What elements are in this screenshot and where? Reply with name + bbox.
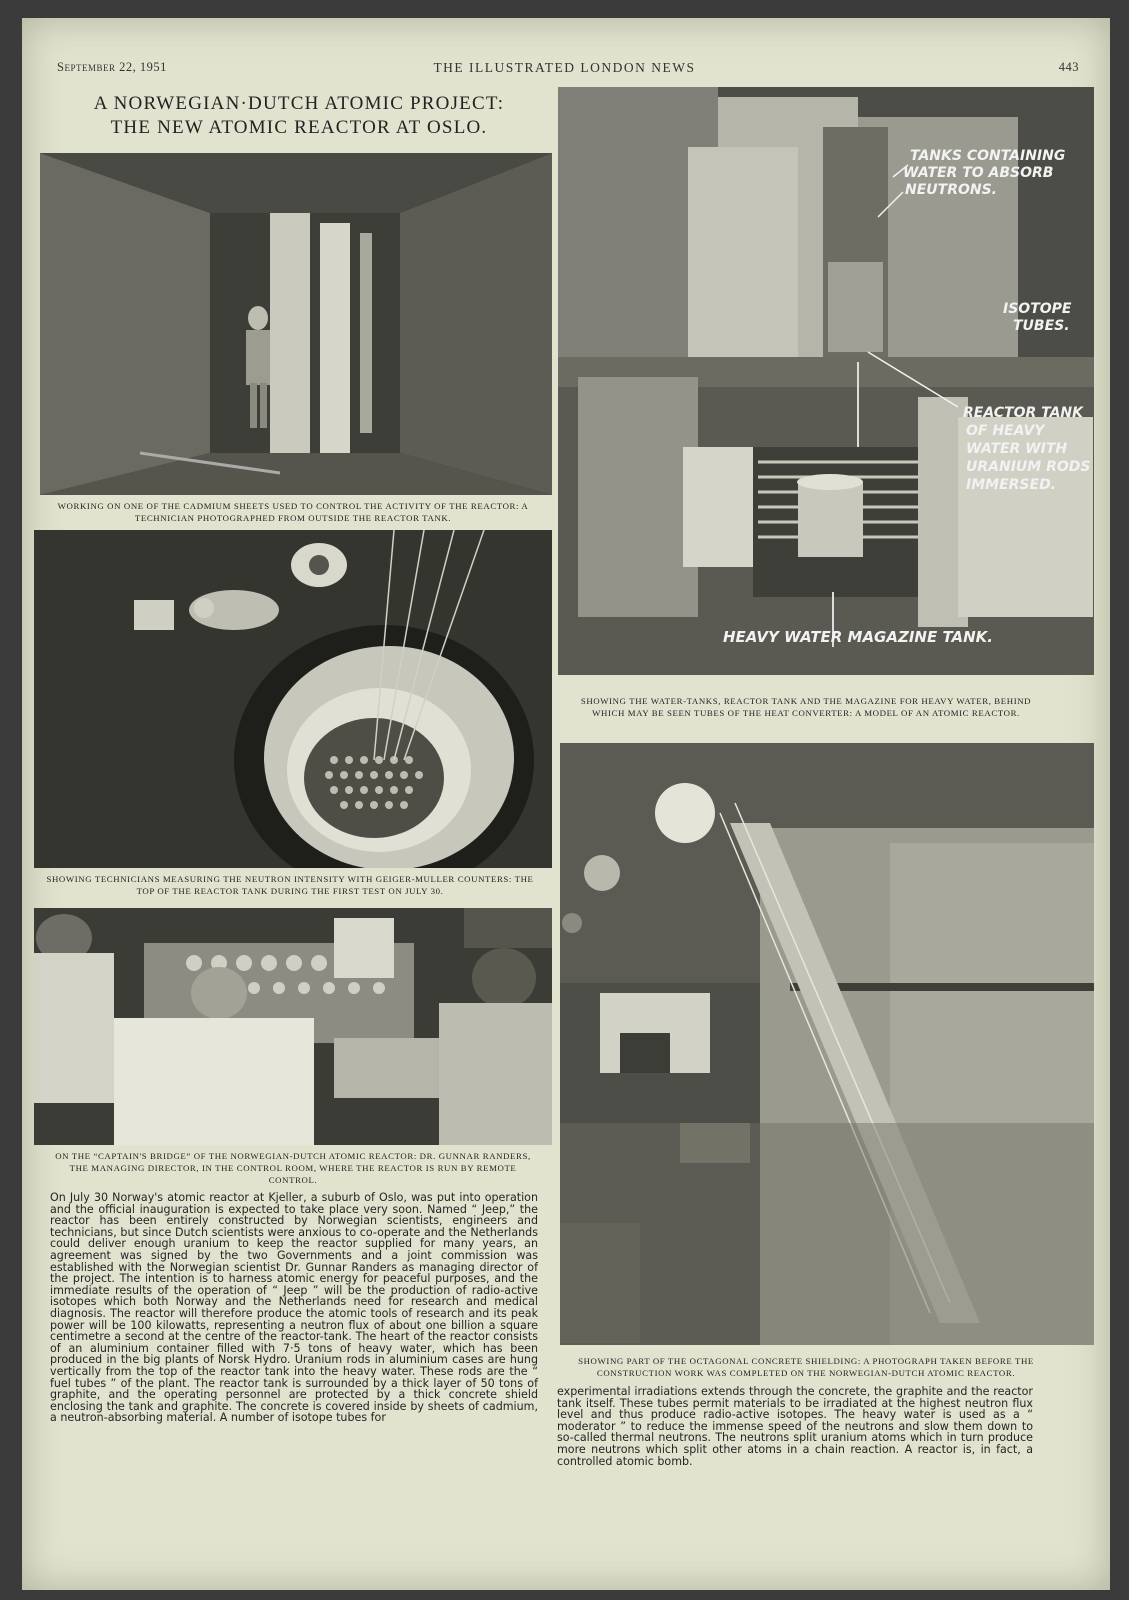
caption-captains-bridge: ON THE “CAPTAIN'S BRIDGE” OF THE NORWEGIAN-DUTCH ATOMIC REACTOR: DR. GUNNAR RANDERS, THE MANAGING DIRECTOR, IN THE CONTROL ROOM, WHERE THE REACTOR IS RUN BY REMOTE CONTROL. <box>55 1151 531 1185</box>
label-tanks-line-3: NEUTRONS. <box>905 182 997 198</box>
label-magazine-tank: HEAVY WATER MAGAZINE TANK. <box>723 628 994 646</box>
caption-model: SHOWING THE WATER-TANKS, REACTOR TANK AND THE MAGAZINE FOR HEAVY WATER, BEHIND WHICH MAY BE SEEN TUBES OF THE HEAT CONVERTER: A MODEL OF AN ATOMIC REACTOR. <box>580 696 1032 718</box>
photo-geiger-counters <box>34 530 552 868</box>
caption-geiger: SHOWING TECHNICIANS MEASURING THE NEUTRON INTENSITY WITH GEIGER-MULLER COUNTERS: THE TOP OF THE REACTOR TANK DURING THE FIRST TEST ON JULY 30. <box>46 874 534 896</box>
publication-name: THE ILLUSTRATED LONDON NEWS <box>433 60 696 75</box>
label-tanks-line-1: TANKS CONTAINING <box>910 148 1066 164</box>
label-isotope-line-1: ISOTOPE <box>1003 301 1072 317</box>
photo-control-room <box>34 908 552 1145</box>
caption-cadmium: WORKING ON ONE OF THE CADMIUM SHEETS USED TO CONTROL THE ACTIVITY OF THE REACTOR: A TECHNICIAN PHOTOGRAPHED FROM OUTSIDE THE REACTOR TANK. <box>57 501 529 523</box>
headline-line-2: THE NEW ATOMIC REACTOR AT OSLO. <box>110 117 488 138</box>
label-isotope-line-2: TUBES. <box>1013 318 1070 334</box>
label-tanks-line-2: WATER TO ABSORB <box>903 165 1054 181</box>
photo-reactor-model <box>558 87 1094 675</box>
label-reactor-line-2: OF HEAVY <box>966 423 1045 439</box>
caption-shielding: SHOWING PART OF THE OCTAGONAL CONCRETE SHIELDING: A PHOTOGRAPH TAKEN BEFORE THE CONSTRUCTION WORK WAS COMPLETED ON THE NORWEGIAN-DUTCH ATOMIC REACTOR. <box>578 1356 1034 1378</box>
label-reactor-line-1: REACTOR TANK <box>963 405 1083 421</box>
label-reactor-line-4: URANIUM RODS <box>966 459 1091 475</box>
issue-date: September 22, 1951 <box>57 60 167 74</box>
headline-line-1: A NORWEGIAN·DUTCH ATOMIC PROJECT: <box>93 93 505 114</box>
photo-cadmium-sheets <box>40 153 552 495</box>
photo-concrete-shielding <box>560 743 1094 1345</box>
label-reactor-line-5: IMMERSED. <box>966 477 1057 493</box>
page-number: 443 <box>1058 60 1079 74</box>
label-reactor-line-3: WATER WITH <box>966 441 1068 457</box>
article-column-2: experimental irradiations extends through the concrete, the graphite and the reactor tank itself. These tubes permit materials to be irradiated at the highest neutron flux level and thus produce radio-active isotopes. The heavy water is used as a “ moderator ” to reduce the immense speed of the neutrons and slow them down to so-called thermal neutrons. The neutrons split uranium atoms which in turn produce more neutrons which split other atoms in a chain reaction. A reactor is, in fact, a controlled atomic bomb. <box>557 1385 1033 1468</box>
article-column-1: On July 30 Norway's atomic reactor at Kjeller, a suburb of Oslo, was put into operation and the official inauguration is expected to take place very soon. Named “ Jeep,” the reactor has been entirely constructed by Norwegian scientists, engineers and technicians, but since Dutch scientists were anxious to co-operate and the Netherlands could deliver enough uranium to keep the reactor supplied for many years, an agreement was signed by the two Governments and a joint commission was established with the Norwegian scientist Dr. Gunnar Randers as managing director of the project. The intention is to harness atomic energy for peaceful purposes, and the immediate results of the operation of “ Jeep ” will be the production of radio-active isotopes which both Norway and the Netherlands need for research and medical diagnosis. The reactor will therefore produce the atomic tools of research and its peak power will be 100 kilowatts, representing a neutron flux of about one billion a square centimetre a second at the centre of the reactor-tank. The heart of the reactor consists of an aluminium container filled with 7·5 tons of heavy water, which has been produced in the big plants of Norsk Hydro. Uranium rods in aluminium cases are hung vertically from the top of the reactor tank into the heavy water. These rods are the “ fuel tubes ” of the plant. The reactor tank is surrounded by a thick layer of 50 tons of graphite, and the operating personnel are protected by a thick concrete shield enclosing the tank and graphite. The concrete is covered inside by sheets of cadmium, a neutron-absorbing material. A number of isotope tubes for <box>50 1191 538 1425</box>
